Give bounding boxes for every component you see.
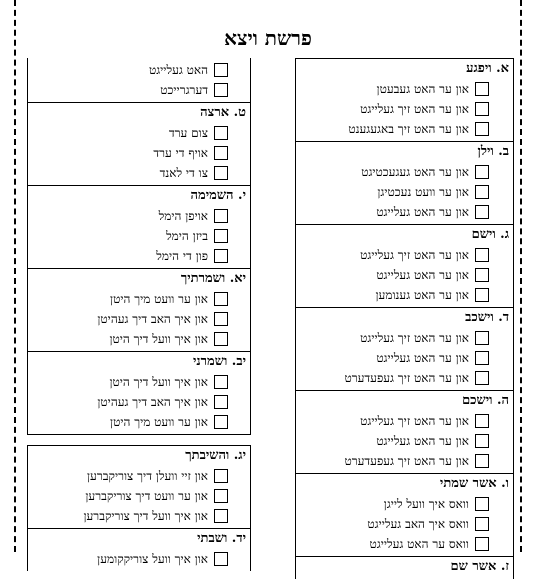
answer-label: און ער האט זיך געפעדערט [344, 454, 469, 468]
answer-checkbox[interactable] [214, 312, 228, 326]
answer-label: און איך וועל דיך צוריקברען [83, 509, 208, 523]
answer-checkbox[interactable] [475, 331, 489, 345]
answer-label: און ער האט גענומען [375, 288, 469, 302]
answer-checkbox[interactable] [214, 395, 228, 409]
answer-checkbox[interactable] [475, 537, 489, 551]
answer-checkbox[interactable] [475, 371, 489, 385]
question-heading: י. השמימה [190, 188, 246, 203]
answer-option[interactable] [296, 99, 513, 119]
answer-checkbox[interactable] [214, 332, 228, 346]
left-column-bottom [27, 445, 251, 571]
question-section [28, 529, 250, 571]
answer-checkbox[interactable] [214, 415, 228, 429]
question-section [296, 142, 513, 225]
question-section [296, 474, 513, 557]
answer-option[interactable] [28, 412, 250, 432]
answer-option[interactable] [28, 246, 250, 266]
answer-option[interactable] [28, 506, 250, 526]
answer-label: און ער האט זיך געלייגט [360, 102, 469, 116]
answer-option[interactable] [296, 202, 513, 222]
question-heading: יא. ושמרתיך [180, 271, 246, 286]
question-section [28, 352, 250, 434]
answer-label: און איך וועל צוריקקומען [97, 552, 208, 566]
question-heading: ט. ארצה [200, 105, 246, 120]
answer-label: און ער האט געלייגט [376, 205, 469, 219]
answer-checkbox[interactable] [475, 351, 489, 365]
answer-label: און ער האט געלייגט [376, 434, 469, 448]
answer-label: און זיי וועלן דיך צוריקברען [87, 469, 208, 483]
answer-option[interactable] [296, 451, 513, 471]
answer-checkbox[interactable] [214, 126, 228, 140]
answer-checkbox[interactable] [214, 509, 228, 523]
question-heading: ב. וילן [477, 144, 509, 159]
page-title: פרשת ויצא [224, 26, 312, 50]
answer-label: און ער האט געלייגט [376, 268, 469, 282]
answer-option[interactable] [296, 162, 513, 182]
answer-checkbox[interactable] [214, 469, 228, 483]
answer-option[interactable] [296, 431, 513, 451]
answer-option[interactable] [28, 466, 250, 486]
answer-checkbox[interactable] [475, 268, 489, 282]
answer-option[interactable] [28, 60, 250, 80]
question-section [296, 225, 513, 308]
question-section [296, 557, 513, 579]
answer-label: און איך האב דיך געהיטן [97, 312, 208, 326]
answer-option[interactable] [296, 348, 513, 368]
answer-option[interactable] [296, 411, 513, 431]
answer-checkbox[interactable] [475, 102, 489, 116]
answer-checkbox[interactable] [475, 517, 489, 531]
answer-label: און ער וועט מיך היטן [110, 292, 208, 306]
answer-label: דערגרייכט [160, 83, 208, 97]
answer-checkbox[interactable] [475, 205, 489, 219]
question-section [296, 391, 513, 474]
right-column [295, 58, 514, 579]
answer-checkbox[interactable] [214, 249, 228, 263]
answer-option[interactable] [296, 285, 513, 305]
answer-label: און ער וועט נעכטיגן [377, 185, 469, 199]
answer-option[interactable] [28, 289, 250, 309]
question-heading: ו. אשר שמתי [439, 476, 509, 491]
answer-label: צו די לאנד [159, 166, 208, 180]
answer-label: און ער האט זיך געלייגט [360, 248, 469, 262]
question-heading: ג. וישם [471, 227, 509, 242]
answer-option[interactable] [28, 143, 250, 163]
answer-label: האט געלייגט [148, 63, 208, 77]
answer-checkbox[interactable] [475, 165, 489, 179]
answer-checkbox[interactable] [214, 229, 228, 243]
answer-label: און ער וועט מיך היטן [110, 415, 208, 429]
question-heading: ד. וישכב [465, 310, 509, 325]
answer-label: צום ערד [168, 126, 208, 140]
answer-option[interactable] [28, 226, 250, 246]
answer-label: אויף די ערד [153, 146, 208, 160]
answer-checkbox[interactable] [475, 288, 489, 302]
answer-checkbox[interactable] [214, 83, 228, 97]
question-section [296, 59, 513, 142]
answer-label: און ער האט זיך באגעגענט [348, 122, 469, 136]
answer-checkbox[interactable] [475, 454, 489, 468]
answer-checkbox[interactable] [214, 209, 228, 223]
answer-label: און ער האט געלייגט [376, 351, 469, 365]
left-column-top [27, 58, 251, 435]
answer-label: און איך וועל דיך היטן [109, 375, 208, 389]
question-section [296, 308, 513, 391]
answer-checkbox[interactable] [475, 82, 489, 96]
question-heading: יד. ושבתי [197, 531, 246, 546]
answer-option[interactable] [296, 328, 513, 348]
answer-label: און איך האב דיך געהיטן [97, 395, 208, 409]
answer-checkbox[interactable] [475, 185, 489, 199]
answer-label: וואס איך וועל לייגן [383, 497, 469, 511]
answer-option[interactable] [28, 80, 250, 100]
answer-option[interactable] [28, 206, 250, 226]
answer-checkbox[interactable] [214, 292, 228, 306]
question-section [28, 186, 250, 269]
answer-checkbox[interactable] [214, 552, 228, 566]
answer-option[interactable] [28, 486, 250, 506]
answer-checkbox[interactable] [475, 122, 489, 136]
answer-label: אויפן הימל [158, 209, 208, 223]
question-section [28, 446, 250, 529]
answer-checkbox[interactable] [475, 434, 489, 448]
answer-option[interactable] [296, 534, 513, 554]
answer-checkbox[interactable] [475, 497, 489, 511]
answer-checkbox[interactable] [214, 166, 228, 180]
answer-option[interactable] [296, 368, 513, 388]
answer-option[interactable] [296, 119, 513, 139]
answer-label: און ער האט זיך געלייגט [360, 331, 469, 345]
answer-option[interactable] [296, 265, 513, 285]
question-section [28, 269, 250, 352]
answer-option[interactable] [28, 392, 250, 412]
answer-label: וואס איך האב געלייגט [367, 517, 469, 531]
answer-label: און ער האט זיך געלייגט [360, 414, 469, 428]
question-section [28, 103, 250, 186]
answer-checkbox[interactable] [214, 375, 228, 389]
answer-label: און ער האט געגעכטיגט [361, 165, 469, 179]
question-section [28, 58, 250, 103]
answer-label: און ער וועט דיך צוריקברען [85, 489, 208, 503]
answer-option[interactable] [28, 329, 250, 349]
answer-option[interactable] [28, 549, 250, 569]
question-heading: ה. וישכם [462, 393, 509, 408]
answer-label: און איך וועל דיך היטן [109, 332, 208, 346]
answer-option[interactable] [296, 79, 513, 99]
answer-label: און ער האט געבעטן [376, 82, 469, 96]
answer-option[interactable] [28, 309, 250, 329]
answer-checkbox[interactable] [475, 414, 489, 428]
answer-option[interactable] [28, 372, 250, 392]
answer-option[interactable] [28, 123, 250, 143]
answer-option[interactable] [296, 245, 513, 265]
question-heading: יג. והשיבתך [185, 448, 246, 463]
answer-label: וואס ער האט געלייגט [369, 537, 469, 551]
answer-checkbox[interactable] [214, 63, 228, 77]
question-heading: א. ויפגע [466, 61, 509, 76]
answer-option[interactable] [296, 514, 513, 534]
question-heading: יב. ושמרני [193, 354, 246, 369]
answer-option[interactable] [28, 163, 250, 183]
answer-label: פון די הימל [156, 249, 208, 263]
answer-option[interactable] [296, 494, 513, 514]
answer-checkbox[interactable] [214, 146, 228, 160]
answer-label: ביזן הימל [166, 229, 208, 243]
answer-option[interactable] [296, 182, 513, 202]
answer-label: און ער האט זיך געפעדערט [344, 371, 469, 385]
answer-checkbox[interactable] [475, 248, 489, 262]
question-heading: ז. אשר שם [450, 559, 509, 574]
answer-checkbox[interactable] [214, 489, 228, 503]
